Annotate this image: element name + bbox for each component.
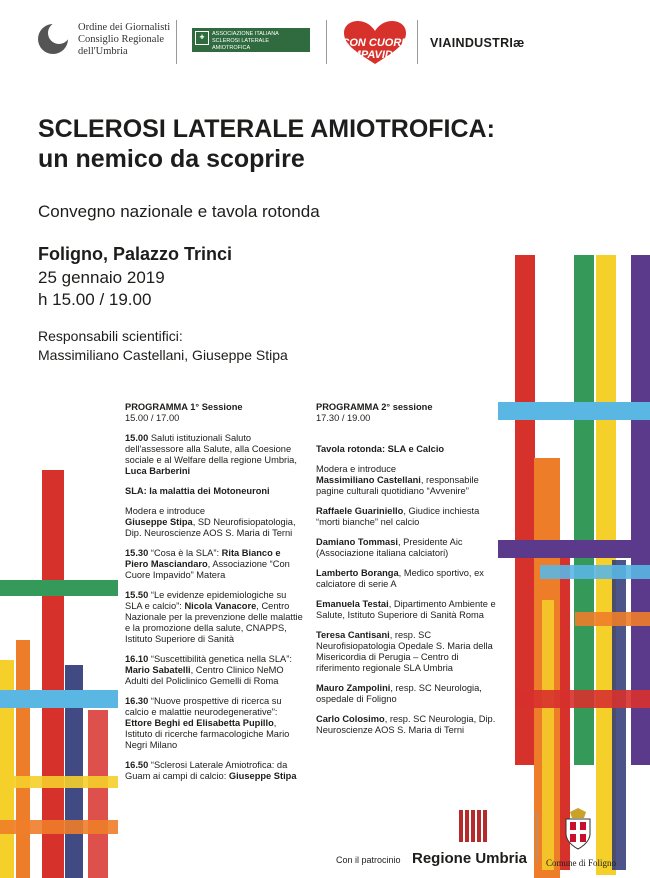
item-speaker: Giuseppe Stipa (228, 771, 297, 781)
session2-items (316, 444, 496, 736)
item-speaker: Carlo Colosimo (316, 714, 385, 724)
divider (537, 812, 538, 862)
item-detail: , Centro Nazionale per la prevenzione delle malattie e la promozione della salute, CNAPPS, Istituto Superiore di Sanità (125, 601, 303, 644)
session1-item (125, 548, 305, 581)
aisla-logo (192, 28, 310, 52)
stripe (574, 255, 594, 765)
item-speaker: SLA: la malattia dei Motoneuroni (125, 486, 270, 496)
stripe (88, 710, 108, 878)
con-cuore-logo-text (339, 37, 411, 61)
event-place: Foligno, Palazzo Trinci (38, 244, 233, 264)
odg-logo-text (78, 22, 170, 58)
divider (417, 20, 418, 64)
odg-logo-icon (38, 24, 68, 54)
item-text: “Le evidenze epidemiologiche su SLA e calcio”: (125, 590, 287, 611)
item-speaker: Raffaele Guariniello (316, 506, 404, 516)
item-speaker: Emanuela Testai (316, 599, 389, 609)
odg-line: Consiglio Regionale (78, 34, 165, 45)
stripe (542, 600, 554, 870)
item-detail: , Giudice inchiesta “morti bianche” nel calcio (316, 506, 480, 527)
item-text: “Nuove prospettive di ricerca su calcio e malattie neurodegenerative”: (125, 696, 282, 717)
session2-item (316, 444, 496, 455)
title-line: un nemico da scoprire (38, 145, 305, 173)
item-detail: , SD Neurofisiopatologia, Dip. Neuroscienze AOS S. Maria di Terni (125, 517, 296, 538)
session1-item (125, 696, 305, 751)
page-title (38, 114, 578, 174)
stripe (498, 540, 650, 558)
item-speaker: Damiano Tommasi (316, 537, 398, 547)
aisla-emblem-icon: ✚ (195, 31, 209, 45)
session2-item (316, 568, 496, 590)
session1-item (125, 433, 305, 477)
item-speaker: Giuseppe Stipa (125, 517, 193, 527)
item-detail: , Istituto di ricerche farmacologiche Mario Negri Milano (125, 718, 290, 750)
session2-item (316, 630, 496, 674)
item-time: 15.00 (125, 433, 149, 443)
stripe (0, 690, 118, 708)
item-text: “Suscettibilità genetica nella SLA”: (148, 654, 292, 664)
resp-names: Massimiliano Castellani, Giuseppe Stipa (38, 347, 288, 363)
session2-item (316, 506, 496, 528)
session1-heading: PROGRAMMA 1° Sessione (125, 402, 243, 412)
item-detail: , Dipartimento Ambiente e Salute, Istituto Superiore di Sanità Roma (316, 599, 496, 620)
event-date: 25 gennaio 2019 (38, 268, 165, 287)
item-detail: , resp. SC Neurofisiopatologia Opedale S. Maria della Misericordia di Perugia – Centro di riferimento regionale SLA Umbria (316, 630, 493, 673)
stripe (0, 776, 118, 788)
patrocinio-label: Con il patrocinio (336, 855, 401, 865)
divider (176, 20, 177, 64)
session1-time: 15.00 / 17.00 (125, 413, 180, 423)
odg-line: Ordine dei Giornalisti (78, 22, 171, 33)
item-text: Saluti istituzionali Saluto dell'assessore alla Salute, alla Coesione sociale e al Welfare della regione Umbria, (125, 433, 297, 465)
item-speaker: Ettore Beghi ed Elisabetta Pupillo (125, 718, 274, 728)
comune-shield-icon (562, 808, 594, 850)
item-detail: , Presidente Aic (Associazione italiana calciatori) (316, 537, 463, 558)
session2-item (316, 714, 496, 736)
stripe (0, 820, 118, 834)
item-text: “Cosa è la SLA”: (148, 548, 222, 558)
aisla-line: SCLEROSI LATERALE AMIOTROFICA (212, 38, 270, 51)
item-text: “Sclerosi Laterale Amiotrofica: da Guam ai campi di calcio: (125, 760, 288, 781)
stripe (498, 402, 650, 420)
session1-item (125, 590, 305, 645)
divider (326, 20, 327, 64)
item-speaker: Massimiliano Castellani (316, 475, 421, 485)
session2-column (316, 402, 496, 745)
session2-heading: PROGRAMMA 2° sessione (316, 402, 433, 412)
session2-time: 17.30 / 19.00 (316, 413, 371, 423)
item-speaker: Lamberto Boranga (316, 568, 399, 578)
item-detail: , Associazione “Con Cuore Impavido” Matera (125, 559, 290, 580)
stripe (515, 690, 650, 708)
session1-item (125, 486, 305, 497)
regione-umbria-label: Regione Umbria (412, 850, 528, 867)
stripe (575, 612, 650, 626)
stripe (42, 470, 64, 878)
stripe (631, 255, 650, 765)
item-time: 16.10 (125, 654, 149, 664)
comune-label: Comune di Foligno (546, 858, 617, 868)
stripe (0, 580, 118, 596)
item-speaker: Mario Sabatelli (125, 665, 191, 675)
scientific-leads (38, 327, 288, 365)
item-intro: Modera e introduce (125, 506, 206, 516)
item-detail: , Centro Clinico NeMO Adulti del Policlinico Gemelli di Roma (125, 665, 284, 686)
stripe (540, 565, 650, 579)
item-time: 16.30 (125, 696, 149, 706)
session1-item (125, 654, 305, 687)
item-speaker: Luca Barberini (125, 466, 191, 476)
viaindustriae-logo: VIAINDUSTRIæ (430, 36, 525, 50)
item-intro: Modera e introduce (316, 464, 397, 474)
item-speaker: Mauro Zampolini (316, 683, 391, 693)
stripe (612, 560, 626, 870)
item-time: 16.50 (125, 760, 149, 770)
aisla-line: ASSOCIAZIONE ITALIANA (212, 31, 279, 37)
cuore-line: CON CUORE (341, 37, 409, 49)
item-detail: , resp. SC Neurologia, Dip. Neuroscienze AOS S. Maria di Terni (316, 714, 496, 735)
odg-line: dell'Umbria (78, 46, 128, 57)
item-speaker: Teresa Cantisani (316, 630, 390, 640)
item-time: 15.30 (125, 548, 149, 558)
item-detail: , Medico sportivo, ex calciatore di serie A (316, 568, 484, 589)
item-speaker: Nicola Vanacore (184, 601, 257, 611)
regione-umbria-emblem-icon (457, 808, 491, 844)
event-hours: h 15.00 / 19.00 (38, 290, 152, 309)
stripe (515, 255, 535, 765)
session2-item (316, 537, 496, 559)
title-line: SCLEROSI LATERALE AMIOTROFICA: (38, 115, 495, 143)
item-detail: , resp. SC Neurologia, ospedale di Foligno (316, 683, 482, 704)
session2-item (316, 464, 496, 497)
subtitle: Convegno nazionale e tavola rotonda (38, 202, 320, 221)
stripe (16, 640, 30, 878)
session1-item (125, 760, 305, 782)
item-speaker: Rita Bianco e Piero Masciandaro (125, 548, 281, 569)
resp-label: Responsabili scientifici: (38, 328, 183, 344)
session1-column (125, 402, 305, 791)
session2-item (316, 599, 496, 621)
session1-items (125, 433, 305, 782)
item-detail: , responsabile pagine culturali quotidiano “Avvenire” (316, 475, 479, 496)
session1-item (125, 506, 305, 539)
session2-item (316, 683, 496, 705)
item-time: 15.50 (125, 590, 149, 600)
item-speaker: Tavola rotonda: SLA e Calcio (316, 444, 445, 454)
cuore-line: IMPAVIDO (348, 49, 402, 61)
